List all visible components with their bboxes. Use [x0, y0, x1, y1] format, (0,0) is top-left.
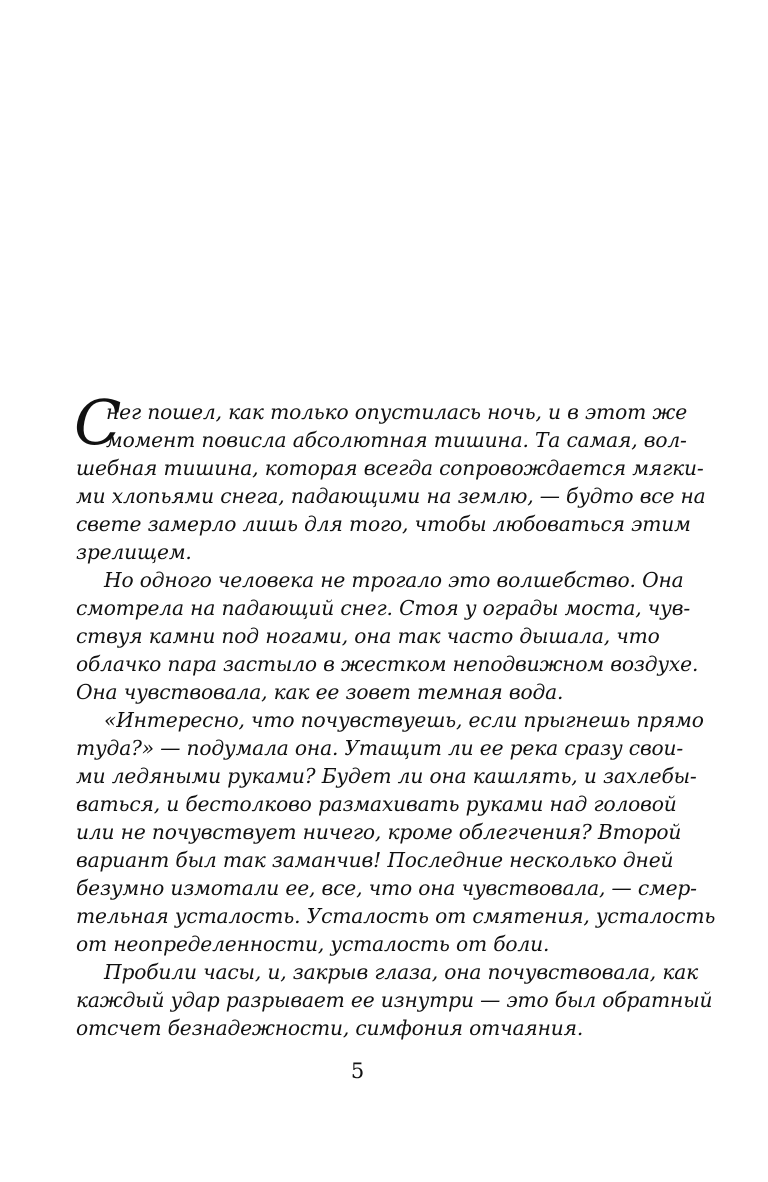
- text-line: зрелищем.: [76, 540, 192, 564]
- text-line: ми хлопьями снега, падающими на землю, — будто все на: [76, 484, 706, 508]
- text-line: Она чувствовала, как ее зовет темная вода.: [76, 680, 564, 704]
- text-line: смотрела на падающий снег. Стоя у ограды моста, чув-: [76, 596, 690, 620]
- text-line: Пробили часы, и, закрыв глаза, она почувствовала, как: [104, 960, 699, 984]
- text-line: момент повисла абсолютная тишина. Та самая, вол-: [106, 428, 687, 452]
- body-text: [74, 386, 716, 1042]
- text-line: «Интересно, что почувствуешь, если прыгнешь прямо: [104, 708, 704, 732]
- text-line: ваться, и бестолково размахивать руками над головой: [76, 792, 677, 816]
- text-line: безумно измотали ее, все, что она чувствовала, — смер-: [76, 876, 697, 900]
- page-number: 5: [350, 1059, 365, 1083]
- drop-cap: С: [74, 386, 122, 459]
- paragraph-4: [76, 958, 713, 1042]
- text-line: шебная тишина, которая всегда сопровождается мягки-: [76, 456, 704, 480]
- text-line: или не почувствует ничего, кроме облегчения? Второй: [76, 820, 682, 844]
- text-line: от неопределенности, усталость от боли.: [76, 932, 550, 956]
- text-line: отсчет безнадежности, симфония отчаяния.: [76, 1016, 584, 1040]
- paragraph-2: [76, 566, 699, 706]
- text-line: ми ледяными руками? Будет ли она кашлять, и захлебы-: [76, 764, 697, 788]
- paragraph-1: [74, 386, 706, 566]
- text-line: ствуя камни под ногами, она так часто дышала, что: [76, 624, 660, 648]
- text-line: вариант был так заманчив! Последние несколько дней: [76, 848, 674, 872]
- paragraph-3: [76, 706, 716, 958]
- text-line: Но одного человека не трогало это волшебство. Она: [104, 568, 684, 592]
- text-line: облачко пара застыло в жестком неподвижном воздухе.: [76, 652, 699, 676]
- text-line: свете замерло лишь для того, чтобы любоваться этим: [76, 512, 691, 536]
- text-line: каждый удар разрывает ее изнутри — это был обратный: [76, 988, 713, 1012]
- text-line: нег пошел, как только опустилась ночь, и в этот же: [106, 400, 688, 424]
- text-line: тельная усталость. Усталость от смятения, усталость: [76, 904, 716, 928]
- text-line: туда?» — подумала она. Утащит ли ее река сразу свои-: [76, 736, 684, 760]
